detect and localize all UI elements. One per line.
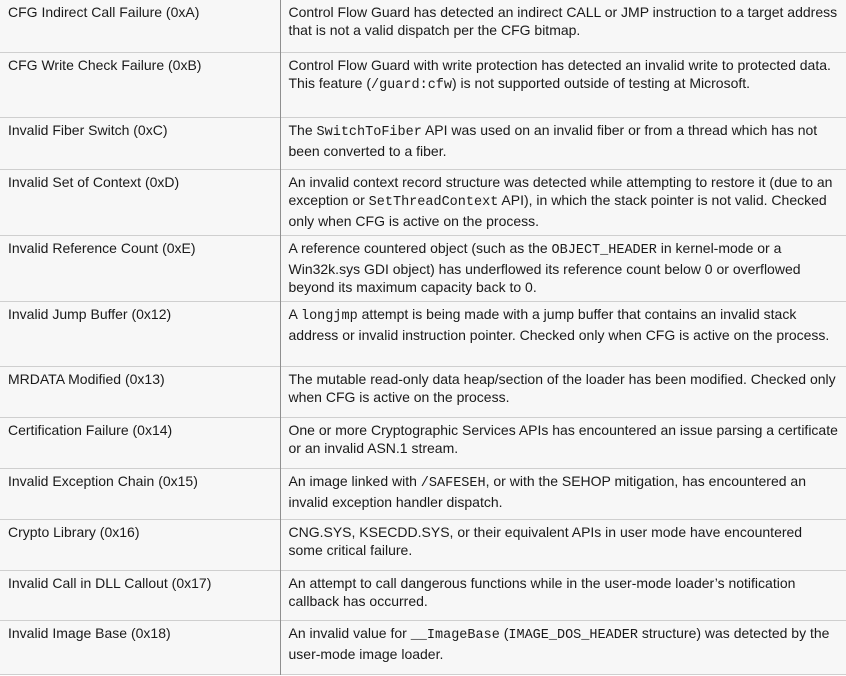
failure-description-cell [280,52,846,117]
failure-name-cell: Invalid Jump Buffer (0x12) [0,301,280,366]
table-row [0,301,846,366]
table-row [0,117,846,169]
description-text: attempt is being made with a jump buffer that contains an invalid stack address or invalid instruction pointer. Checked only when CFG is active on the process. [288,305,830,343]
failure-name-cell: Invalid Exception Chain (0x15) [0,468,280,519]
table-row [0,620,846,674]
description-text: Control Flow Guard has detected an indirect CALL or JMP instruction to a target address that is not a valid dispatch per the CFG bitmap. [288,4,838,38]
description-text: An image linked with [288,472,421,489]
description-text: The [288,121,317,138]
description-text: ) is not supported outside of testing at Microsoft. [452,74,751,91]
description-text: API), in which the stack pointer is not valid. Checked only when CFG is active on the process. [288,191,827,229]
failure-name-cell: Invalid Image Base (0x18) [0,620,280,674]
code-token: SwitchToFiber [316,124,422,140]
code-token: /SAFESEH [420,475,486,491]
failure-description-cell [280,366,846,417]
description-text: API was used on an invalid fiber or from a thread which has not been converted to a fiber. [288,121,818,159]
failure-description-cell [280,169,846,235]
code-token: /guard:cfw [370,77,452,93]
failure-description-cell [280,235,846,301]
failure-name-cell: CFG Write Check Failure (0xB) [0,52,280,117]
failure-description-cell [280,117,846,169]
failure-name-cell: Crypto Library (0x16) [0,519,280,570]
description-text: The mutable read-only data heap/section of the loader has been modified. Checked only when CFG is active on the process. [288,370,836,405]
table-row [0,169,846,235]
description-text: One or more Cryptographic Services APIs has encountered an issue parsing a certificate or an invalid ASN.1 stream. [288,421,838,456]
description-text: structure) was detected by the user-mode image loader. [288,624,830,662]
description-text: , or with the SEHOP mitigation, has encountered an invalid exception handler dispatch. [288,472,806,510]
failure-name-cell: Invalid Fiber Switch (0xC) [0,117,280,169]
failure-name-cell: Invalid Call in DLL Callout (0x17) [0,570,280,620]
table-row [0,52,846,117]
table-row [0,0,846,52]
description-text: An attempt to call dangerous functions while in the user-mode loader’s notification callback has occurred. [288,574,796,609]
failure-name-cell: Invalid Reference Count (0xE) [0,235,280,301]
description-text: Control Flow Guard with write protection has detected an invalid write to protected data. This feature ( [288,56,831,91]
description-text: An invalid context record structure was detected while attempting to restore it (due to an exception or [288,173,833,208]
failure-name-cell: Invalid Set of Context (0xD) [0,169,280,235]
failure-name-cell: MRDATA Modified (0x13) [0,366,280,417]
table-row [0,417,846,468]
code-token: __ImageBase [410,627,500,643]
table-row [0,468,846,519]
code-token: SetThreadContext [368,194,499,210]
table-row [0,235,846,301]
description-text: in kernel-mode or a Win32k.sys GDI object) has underflowed its reference count below 0 or overflowed beyond its maximum capacity back to 0. [288,239,801,295]
failure-name-cell: Certification Failure (0x14) [0,417,280,468]
code-token: longjmp [300,308,358,324]
description-text: A reference countered object (such as the [288,239,552,256]
description-text: ( [499,624,509,641]
description-text: CNG.SYS, KSECDD.SYS, or their equivalent APIs in user mode have encountered some critical failure. [288,523,803,558]
code-token: IMAGE_DOS_HEADER [508,627,638,643]
table-row [0,366,846,417]
failure-description-cell [280,0,846,52]
failure-description-cell [280,570,846,620]
description-text: A [288,305,301,322]
code-token: OBJECT_HEADER [551,242,657,258]
description-text: An invalid value for [288,624,411,641]
failure-description-cell [280,417,846,468]
failure-description-cell [280,519,846,570]
failure-description-cell [280,468,846,519]
failure-name-cell: CFG Indirect Call Failure (0xA) [0,0,280,52]
failure-description-cell [280,620,846,674]
table-row [0,519,846,570]
table-row [0,570,846,620]
failure-description-cell [280,301,846,366]
